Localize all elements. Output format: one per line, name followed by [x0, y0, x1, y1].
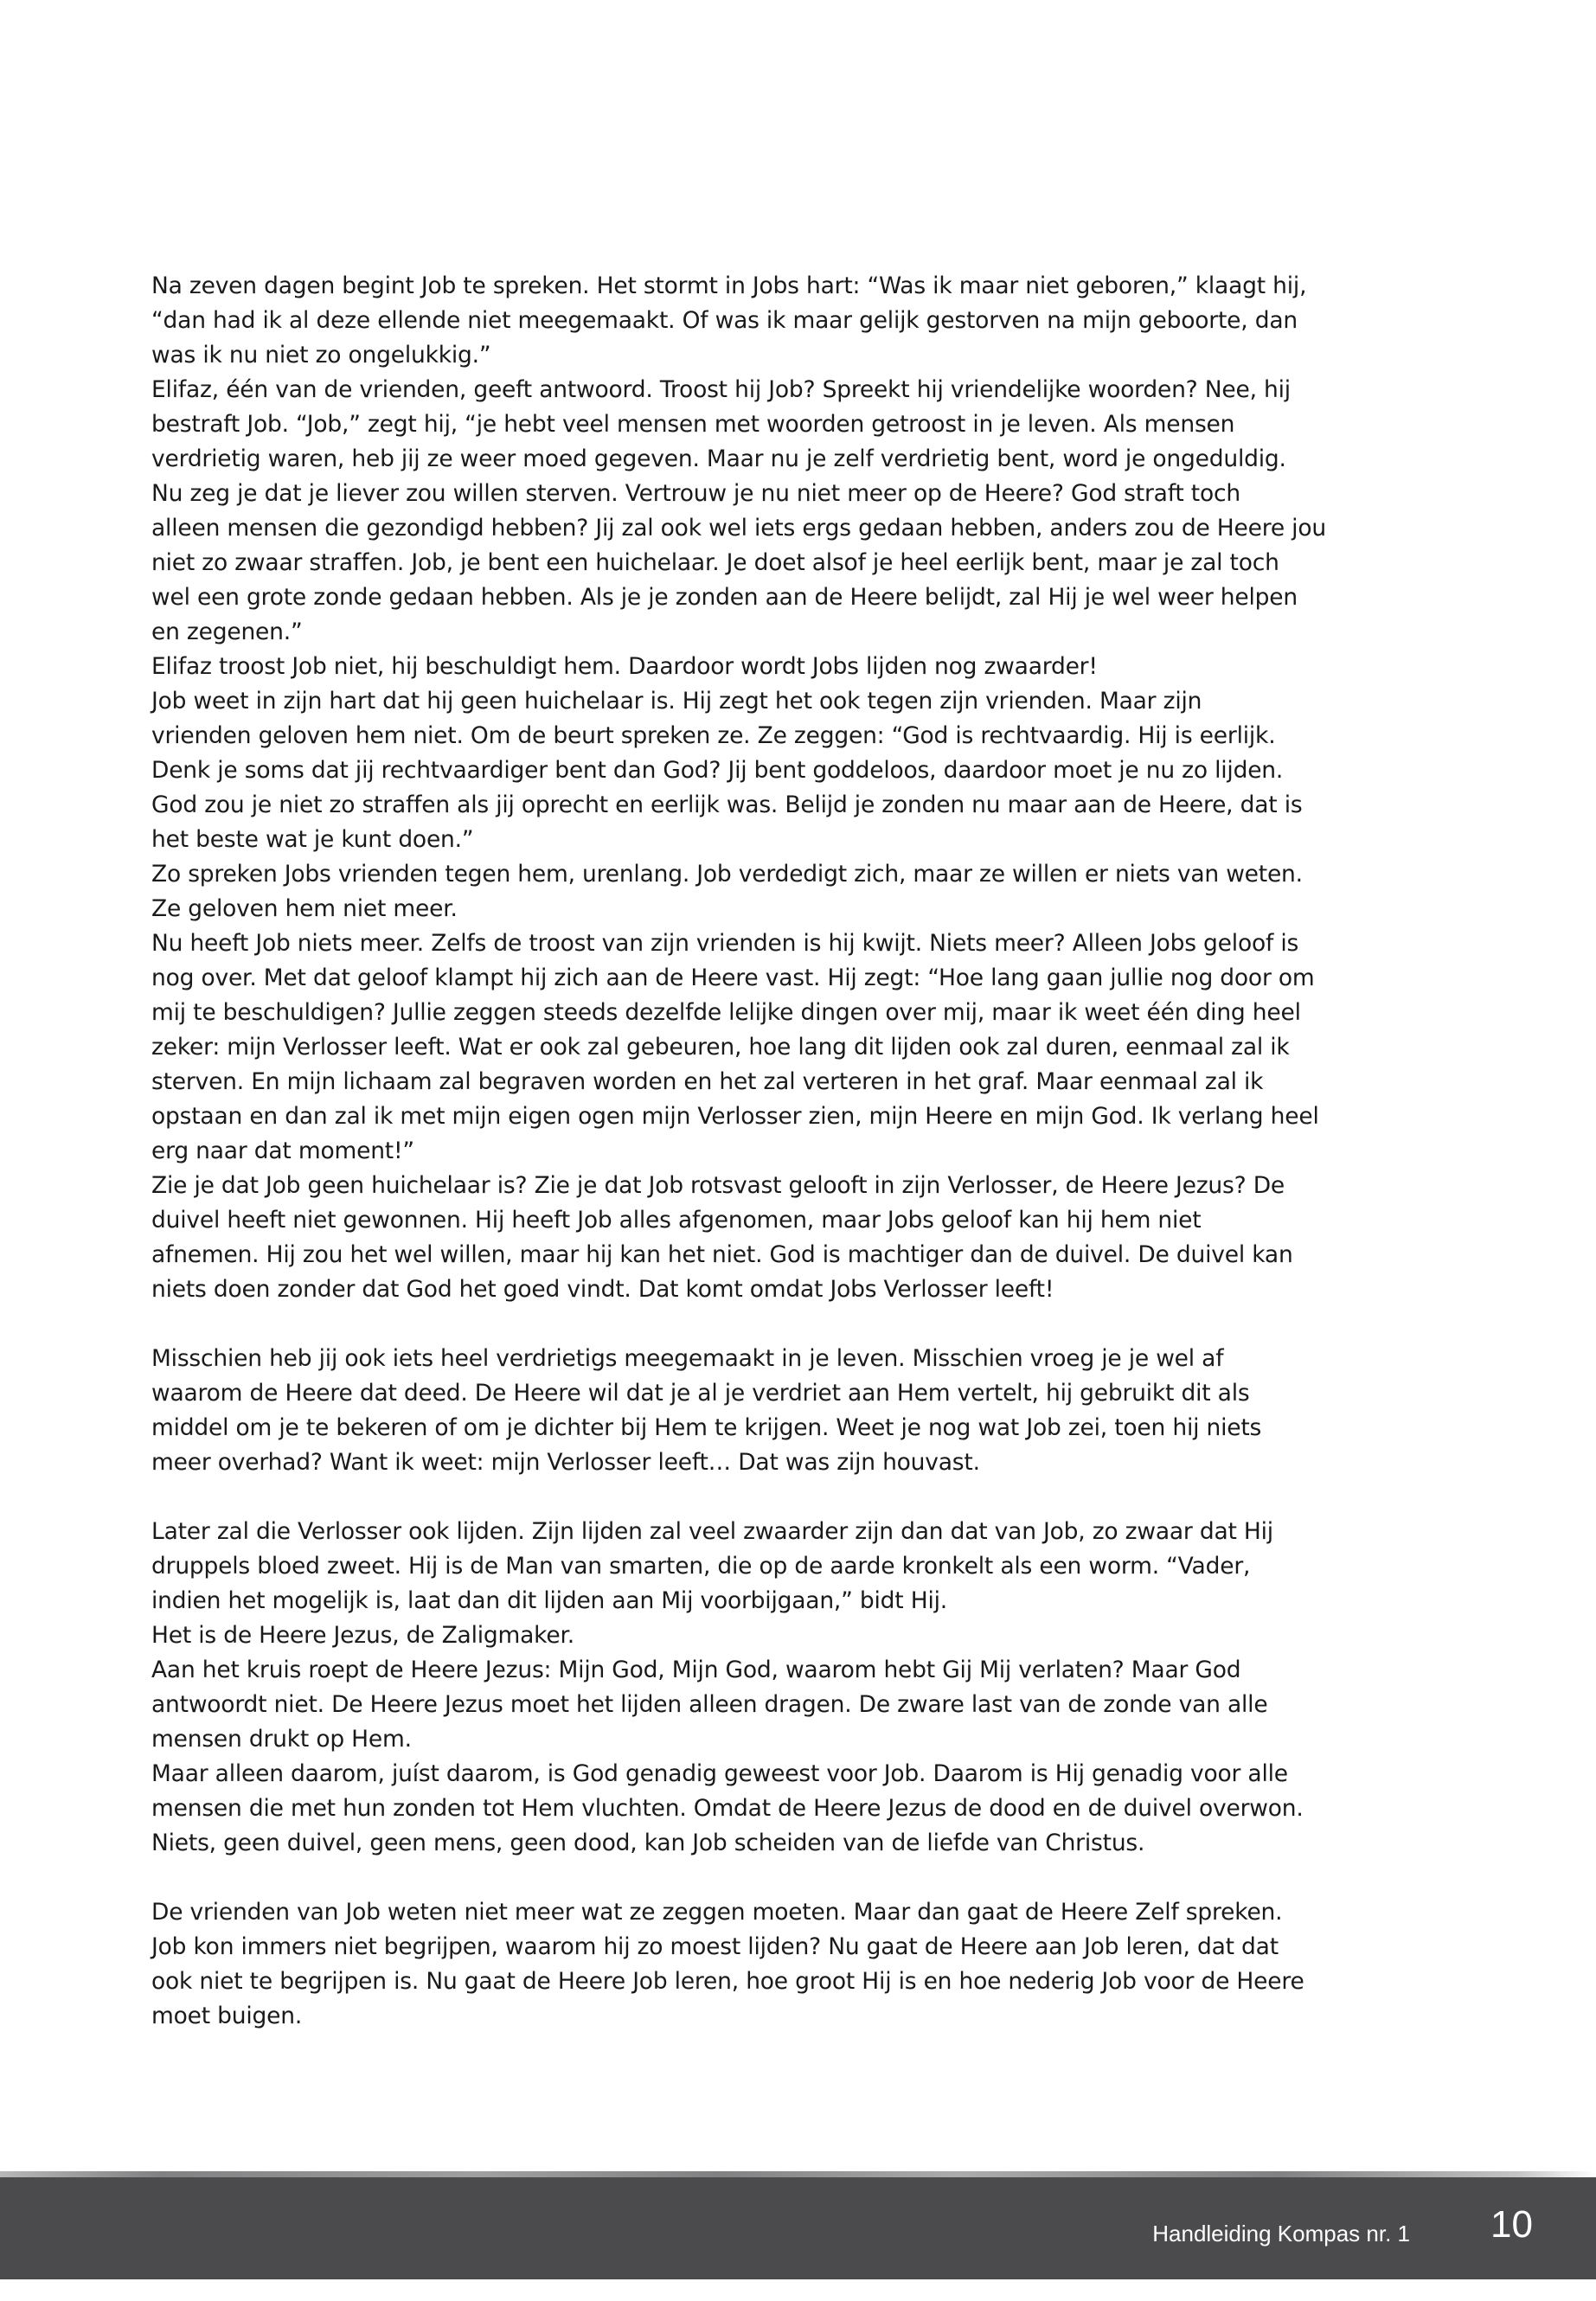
text-line: indien het mogelijk is, laat dan dit lijden aan Mij voorbijgaan,” bidt Hij. [151, 1587, 947, 1614]
text-line: Denk je soms dat jij rechtvaardiger bent dan God? Jij bent goddeloos, daardoor moet je nu zo lijden. [151, 757, 1284, 784]
text-line: vrienden geloven hem niet. Om de beurt spreken ze. Ze zeggen: “God is rechtvaardig. Hij is eerlijk. [151, 722, 1276, 749]
blank-line [151, 1480, 1449, 1515]
text-line: bestraft Job. “Job,” zegt hij, “je hebt veel mensen met woorden getroost in je leven. Als mensen [151, 411, 1235, 438]
text-line: Nu zeg je dat je liever zou willen sterven. Vertrouw je nu niet meer op de Heere? God straft toch [151, 480, 1240, 507]
text-line: middel om je te bekeren of om je dichter bij Hem te krijgen. Weet je nog wat Job zei, toen hij niets [151, 1414, 1262, 1441]
page-footer [0, 2177, 1596, 2279]
text-line: Zo spreken Jobs vrienden tegen hem, urenlang. Job verdedigt zich, maar ze willen er niets van weten. [151, 861, 1303, 888]
text-line: mensen die met hun zonden tot Hem vluchten. Omdat de Heere Jezus de dood en de duivel overwon. [151, 1795, 1304, 1822]
text-line: Elifaz, één van de vrienden, geeft antwoord. Troost hij Job? Spreekt hij vriendelijke woorden? Nee, hij [151, 376, 1291, 403]
text-line: mij te beschuldigen? Jullie zeggen steeds dezelfde lelijke dingen over mij, maar ik weet één ding heel [151, 999, 1301, 1026]
text-line: Ze geloven hem niet meer. [151, 895, 458, 922]
text-line: antwoordt niet. De Heere Jezus moet het lijden alleen dragen. De zware last van de zonde van alle [151, 1691, 1268, 1718]
text-line: Het is de Heere Jezus, de Zaligmaker. [151, 1622, 574, 1649]
text-line: ook niet te begrijpen is. Nu gaat de Heere Job leren, hoe groot Hij is en hoe nederig Job voor de Heere [151, 1968, 1304, 1995]
text-line: en zegenen.” [151, 619, 303, 645]
text-line: Niets, geen duivel, geen mens, geen dood, kan Job scheiden van de liefde van Christus. [151, 1830, 1145, 1856]
text-line: alleen mensen die gezondigd hebben? Jij zal ook wel iets ergs gedaan hebben, anders zou de Heere jou [151, 515, 1326, 542]
text-line: waarom de Heere dat deed. De Heere wil dat je al je verdriet aan Hem vertelt, hij gebruikt dit als [151, 1380, 1250, 1407]
text-line: opstaan en dan zal ik met mijn eigen ogen mijn Verlosser zien, mijn Heere en mijn God. Ik verlang heel [151, 1103, 1319, 1130]
text-line: Later zal die Verlosser ook lijden. Zijn lijden zal veel zwaarder zijn dan dat van Job, zo zwaar dat Hij [151, 1518, 1273, 1545]
text-line: Job weet in zijn hart dat hij geen huichelaar is. Hij zegt het ook tegen zijn vrienden. Maar zijn [151, 688, 1202, 715]
text-line: “dan had ik al deze ellende niet meegemaakt. Of was ik maar gelijk gestorven na mijn geboorte, dan [151, 307, 1298, 334]
text-line: duivel heeft niet gewonnen. Hij heeft Job alles afgenomen, maar Jobs geloof kan hij hem niet [151, 1207, 1202, 1234]
text-line: zeker: mijn Verlosser leeft. Wat er ook zal gebeuren, hoe lang dit lijden ook zal duren, eenmaal zal ik [151, 1034, 1290, 1061]
text-line: niet zo zwaar straffen. Job, je bent een huichelaar. Je doet alsof je heel eerlijk bent, maar je zal toch [151, 549, 1279, 576]
text-line: mensen drukt op Hem. [151, 1726, 412, 1753]
blank-line [151, 1307, 1449, 1342]
text-line: druppels bloed zweet. Hij is de Man van smarten, die op de aarde kronkelt als een worm. “Vader, [151, 1553, 1251, 1580]
text-line: niets doen zonder dat God het goed vindt. Dat komt omdat Jobs Verlosser leeft! [151, 1276, 1054, 1303]
text-line: De vrienden van Job weten niet meer wat ze zeggen moeten. Maar dan gaat de Heere Zelf spreken. [151, 1899, 1283, 1926]
text-line: verdrietig waren, heb jij ze weer moed gegeven. Maar nu je zelf verdrietig bent, word je ongeduldig. [151, 445, 1286, 472]
text-line: Aan het kruis roept de Heere Jezus: Mijn God, Mijn God, waarom hebt Gij Mij verlaten? Maar God [151, 1657, 1241, 1683]
text-line: nog over. Met dat geloof klampt hij zich aan de Heere vast. Hij zegt: “Hoe lang gaan jullie nog door om [151, 965, 1315, 991]
page-number: 10 [1490, 2203, 1533, 2246]
text-line: erg naar dat moment!” [151, 1138, 414, 1164]
text-line: Elifaz troost Job niet, hij beschuldigt hem. Daardoor wordt Jobs lijden nog zwaarder! [151, 653, 1098, 680]
footer-title: Handleiding Kompas nr. 1 [1152, 2221, 1410, 2247]
text-line: was ik nu niet zo ongelukkig.” [151, 342, 491, 369]
text-line: Job kon immers niet begrijpen, waarom hij zo moest lijden? Nu gaat de Heere aan Job leren, dat dat [151, 1933, 1279, 1960]
text-line: afnemen. Hij zou het wel willen, maar hij kan het niet. God is machtiger dan de duivel. De duivel kan [151, 1241, 1293, 1268]
text-line: Zie je dat Job geen huichelaar is? Zie je dat Job rotsvast gelooft in zijn Verlosser, de Heere Jezus? De [151, 1172, 1285, 1199]
body-text [151, 269, 1449, 2034]
text-line: moet buigen. [151, 2003, 303, 2029]
text-line: Misschien heb jij ook iets heel verdrietigs meegemaakt in je leven. Misschien vroeg je je wel af [151, 1345, 1224, 1372]
text-line: meer overhad? Want ik weet: mijn Verlosser leeft… Dat was zijn houvast. [151, 1449, 980, 1476]
text-line: Maar alleen daarom, juíst daarom, is God genadig geweest voor Job. Daarom is Hij genadig voor alle [151, 1760, 1288, 1787]
text-line: Na zeven dagen begint Job te spreken. Het stormt in Jobs hart: “Was ik maar niet geboren,” klaagt hij, [151, 272, 1307, 299]
text-line: het beste wat je kunt doen.” [151, 826, 474, 853]
text-line: God zou je niet zo straffen als jij oprecht en eerlijk was. Belijd je zonden nu maar aan de Heere, dat is [151, 792, 1303, 818]
text-line: wel een grote zonde gedaan hebben. Als je je zonden aan de Heere belijdt, zal Hij je wel weer helpen [151, 584, 1298, 611]
text-line: sterven. En mijn lichaam zal begraven worden en het zal verteren in het graf. Maar eenmaal zal ik [151, 1068, 1264, 1095]
blank-line [151, 1861, 1449, 1895]
text-line: Nu heeft Job niets meer. Zelfs de troost van zijn vrienden is hij kwijt. Niets meer? Alleen Jobs geloof is [151, 930, 1299, 957]
